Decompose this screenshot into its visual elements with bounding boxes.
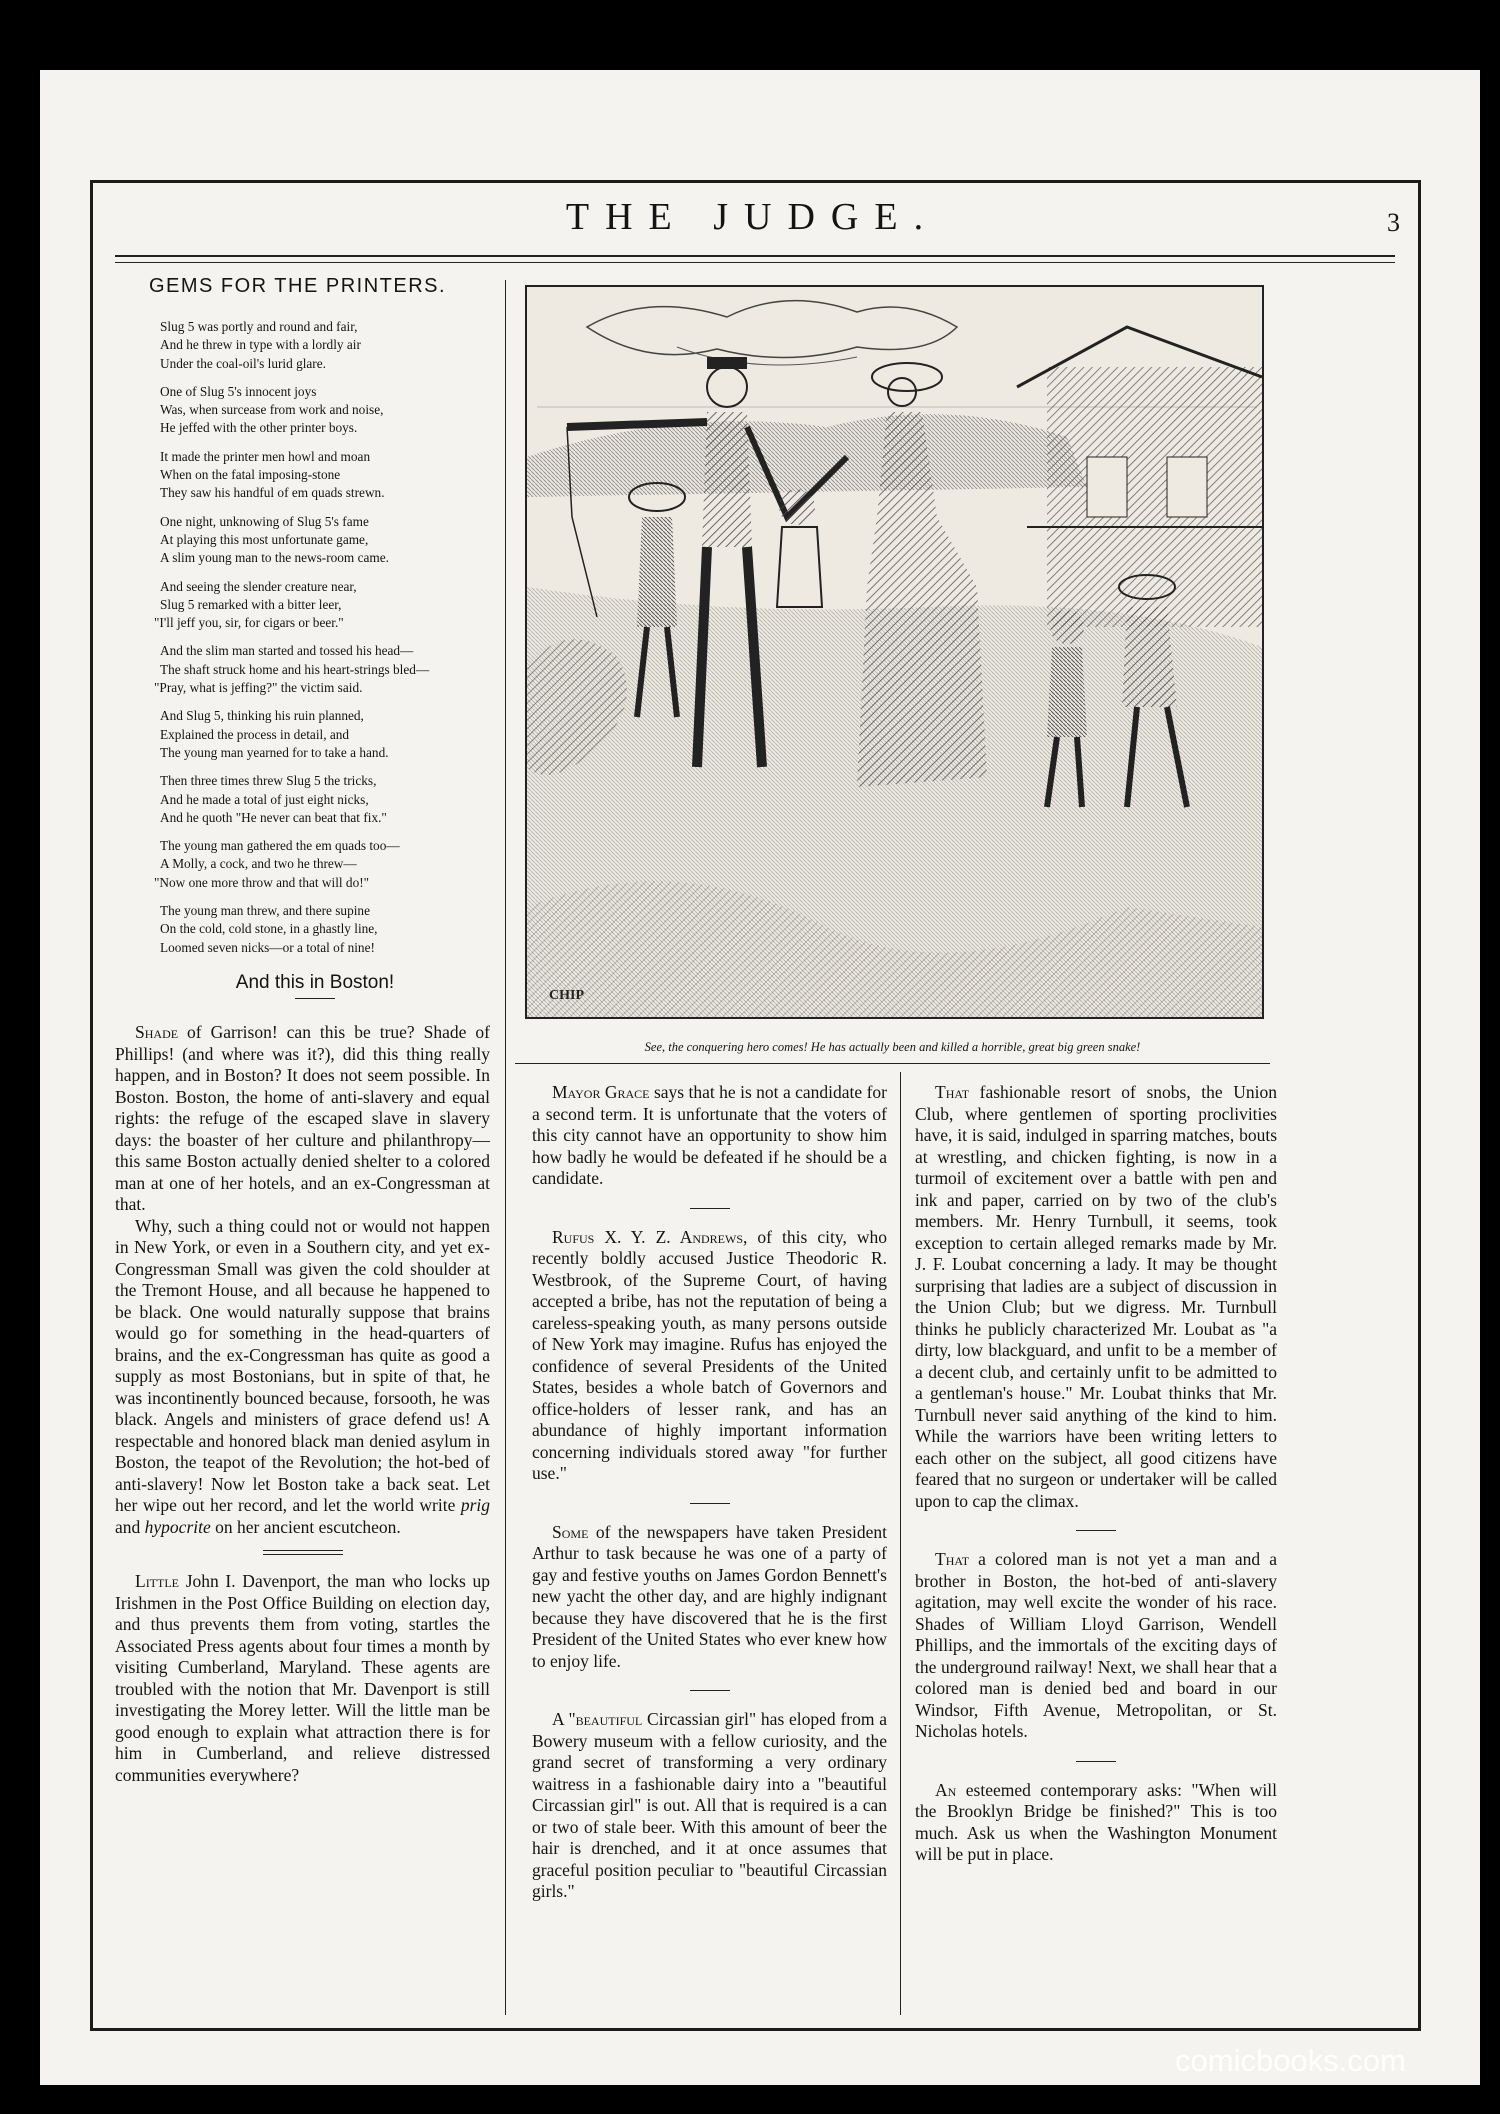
illustration-caption: See, the conquering hero comes! He has actually been and killed a horrible, great big green snake! [644, 1040, 1141, 1054]
bridge-lead: An [935, 1779, 957, 1800]
poem-line: The young man threw, and there supine [160, 903, 370, 919]
grace-paragraph [532, 1082, 887, 1190]
heading-rule [295, 998, 335, 999]
andrews-paragraph [532, 1227, 887, 1485]
column-rule-1 [505, 280, 506, 2015]
arthur-text: of the newspapers have taken President Arthur to task because he was one of a party of gay and festive youths on James Gordon Bennett's new yacht the other day, and are highly indignant because they have discovered that he is the first President of the United States who ever knew how to enjoy life. [532, 1521, 887, 1671]
poem-line: On the cold, cold stone, in a ghastly line, [160, 921, 378, 937]
poem-stanza [160, 318, 505, 373]
poem-stanza [154, 642, 505, 697]
circassian-lead: A "beautiful [552, 1709, 643, 1729]
column-2 [532, 1082, 887, 1903]
colored-text: a colored man is not yet a man and a brother in Boston, the hot-bed of anti-slavery agitation, may well excite the wonder of his race. Shades of William Lloyd Garrison, Wendell Phillips, and the immortals of the exciting days of the underground railway! Next, we shall hear that a colored man is denied bed and board in our Windsor, Fifth Avenue, Metropolitan, or St. Nicholas hotels. [915, 1549, 1277, 1741]
poem-line: One of Slug 5's innocent joys [160, 383, 317, 399]
poem-line: Loomed seven nicks—or a total of nine! [160, 939, 375, 955]
poem-title: GEMS FOR THE PRINTERS. [148, 275, 447, 297]
poem-line: Slug 5 was portly and round and fair, [160, 319, 358, 334]
poem-line: Explained the process in detail, and [160, 726, 350, 742]
grace-text: says that he is not a candidate for a second term. It is unfortunate that the voters of this city cannot have an opportunity to show him how badly he would be defeated if he should be a candidate. [532, 1082, 887, 1188]
poem-line: And seeing the slender creature near, [160, 578, 357, 594]
watermark: comicbooks.com [1175, 2043, 1406, 2078]
emphasis-prig: prig [460, 1495, 490, 1515]
bridge-text: esteemed contemporary asks: "When will the Brooklyn Bridge be finished?" This is too much. Ask us when the Washington Monument will be put in place. [915, 1779, 1277, 1864]
divider [1076, 1530, 1116, 1531]
davenport-text: John I. Davenport, the man who locks up Irishmen in the Post Office Building on election day, and thus prevents them from voting, startles the Associated Press agents about four times a month by visiting Cumberland, Maryland. These agents are troubled with the notion that Mr. Davenport is still investigating the Morey letter. Will the little man be good enough to explain what attraction there is for him in Cumberland, and relieve distressed communities everywhere? [115, 1571, 490, 1785]
poem-line: One night, unknowing of Slug 5's fame [160, 513, 369, 529]
poem-line: "I'll jeff you, sir, for cigars or beer." [154, 615, 344, 631]
boston-article [115, 1022, 490, 1786]
boston-p2-text: Why, such a thing could not or would not happen in New York, or even in a Southern city, and yet ex-Congressman Small was given the cold shoulder at the Tremont House, and all because he happened to be black. One would naturally suppose that brains would go for something in the head-quarters of brains, and the ex-Congressman has quite as good a supply as most Bostonians, but in spite of that, he was incontinently bounced because, forsooth, he was black. Angels and ministers of grace defend us! A respectable and honored black man denied asylum in Boston, the teapot of the Revolution; the hot-bed of anti-slavery! Now let Boston take a back seat. Let her wipe out her record, and let the world write [115, 1215, 490, 1515]
poem-line: And the slim man started and tossed his head— [160, 643, 414, 659]
poem-line: When on the fatal imposing-stone [160, 467, 341, 483]
poem-line: The young man gathered the em quads too— [160, 838, 400, 854]
poem-stanza [160, 383, 505, 438]
poem-line: Then three times threw Slug 5 the tricks, [160, 773, 377, 789]
poem-line: The shaft struck home and his heart-strings bled— [160, 661, 430, 677]
colored-lead: That [935, 1549, 970, 1569]
divider [690, 1690, 730, 1691]
poem-line: He jeffed with the other printer boys. [160, 420, 358, 436]
davenport-paragraph [115, 1571, 490, 1786]
boston-paragraph-1 [115, 1022, 490, 1216]
davenport-lead: Little [135, 1571, 180, 1591]
poem-stanza [154, 578, 505, 633]
divider [690, 1503, 730, 1504]
poem-line: It made the printer men howl and moan [160, 448, 371, 464]
poem-line: And he quoth "He never can beat that fix." [160, 809, 387, 825]
poem-line: And Slug 5, thinking his ruin planned, [160, 708, 364, 724]
poem-line: The young man yearned for to take a hand. [160, 744, 389, 760]
poem-line: And he threw in type with a lordly air [160, 337, 361, 353]
andrews-text: of this city, who recently boldly accused Justice Theodoric R. Westbrook, of the Supreme Court, of having accepted a bribe, has not the reputation of being a careless-speaking youth, as many persons outside of New York may imagine. Rufus has enjoyed the confidence of several Presidents of the United States, besides a whole batch of Governors and office-holders of lesser rank, and has an abundance of highly important information concerning individuals stored away "for further use." [532, 1226, 887, 1483]
poem-stanza [154, 837, 505, 892]
arthur-paragraph [532, 1522, 887, 1673]
divider [690, 1208, 730, 1209]
poem [154, 318, 505, 967]
column-rule-2 [900, 1072, 901, 2015]
divider [1076, 1761, 1116, 1762]
masthead-rule-thin [115, 262, 1395, 263]
house [1017, 327, 1262, 627]
page-number: 3 [1387, 208, 1400, 237]
poem-stanza [160, 513, 505, 568]
union-lead: That [935, 1082, 970, 1102]
poem-stanza [160, 448, 505, 503]
union-club-paragraph [915, 1082, 1277, 1512]
boston-title: And this in Boston! [235, 972, 395, 993]
poem-line: A Molly, a cock, and two he threw— [160, 856, 357, 872]
poem-line: They saw his handful of em quads strewn. [160, 485, 385, 501]
boston-paragraph-2 [115, 1216, 490, 1539]
boston-heading [150, 972, 480, 1003]
andrews-lead: Rufus X. Y. Z. Andrews, [552, 1226, 748, 1247]
poem-stanza [160, 772, 505, 827]
circassian-text: Circassian girl" has eloped from a Bowery museum with a fellow curiosity, and the grand secret of transforming a very ordinary waitress in a fashionable dairy into a "beautiful Circassian girl" is out. All that is required is a can or two of stale beer. With this amount of beer the hair is drenched, and it at once assumes that graceful position peculiar to "beautiful Circassian girls." [532, 1709, 888, 1901]
arthur-lead: Some [552, 1521, 589, 1542]
colored-man-paragraph [915, 1549, 1277, 1743]
poem-line: A slim young man to the news-room came. [160, 550, 389, 566]
bridge-paragraph [915, 1780, 1277, 1866]
cartoon-illustration [525, 285, 1264, 1019]
emphasis-hypocrite: hypocrite [144, 1516, 211, 1537]
grace-lead: Mayor Grace [552, 1082, 650, 1102]
boston-p1-text: of Garrison! can this be true? Shade of Phillips! (and where was it?), did this thing really happen, and in Boston? It does not seem possible. In Boston. Boston, the home of anti-slavery and equal rights: the refuge of the escaped slave in slavery days: the boaster of her culture and philanthropy—this same Boston actually denied shelter to a colored man at one of her hotels, and an ex-Congressman at that. [115, 1022, 490, 1214]
masthead-rule [115, 255, 1395, 257]
union-text: fashionable resort of snobs, the Union Club, where gentlemen of sporting proclivities have, it is said, indulged in sparring matches, bouts at wrestling, and chicken fighting, is now in a turmoil of excitement over a battle with pen and ink and paper, carried on by two of the club's members. Mr. Henry Turnbull, it seems, took exception to certain alleged remarks made by Mr. J. F. Loubat concerning a lady. It may be thought surprising that ladies are a subject of discussion in the Union Club; but we digress. Mr. Turnbull thinks he publicly characterized Mr. Loubat as "a dirty, low blackguard, and unfit to be a member of a decent club, and certainly unfit to be admitted to a gentleman's house." Mr. Loubat thinks that Mr. Turnbull never said anything of the kind to him. While the warriors have been writing letters to each other on the subject, all good citizens have feared that no surgeon or undertaker will be called upon to cap the climax. [915, 1082, 1277, 1511]
boston-p2-mid: and [115, 1516, 145, 1537]
poem-line: And he made a total of just eight nicks, [160, 791, 369, 807]
artist-signature: CHIP [549, 988, 584, 1003]
cartoon-drawing [527, 287, 1262, 1017]
boston-lead: Shade [135, 1022, 179, 1042]
poem-line: Slug 5 remarked with a bitter leer, [160, 596, 342, 612]
circassian-paragraph [532, 1709, 887, 1903]
column-3 [915, 1082, 1277, 1866]
caption-rule [515, 1063, 1270, 1064]
poem-line: Was, when surcease from work and noise, [160, 402, 384, 418]
poem-stanza [160, 902, 505, 957]
boston-p2-end: on her ancient escutcheon. [210, 1516, 401, 1537]
poem-line: At playing this most unfortunate game, [160, 531, 369, 547]
masthead-title: THE JUDGE. [565, 196, 940, 238]
poem-stanza [160, 707, 505, 762]
poem-line: Under the coal-oil's lurid glare. [160, 355, 326, 371]
poem-line: "Now one more throw and that will do!" [154, 874, 370, 890]
poem-line: "Pray, what is jeffing?" the victim said. [154, 680, 363, 696]
